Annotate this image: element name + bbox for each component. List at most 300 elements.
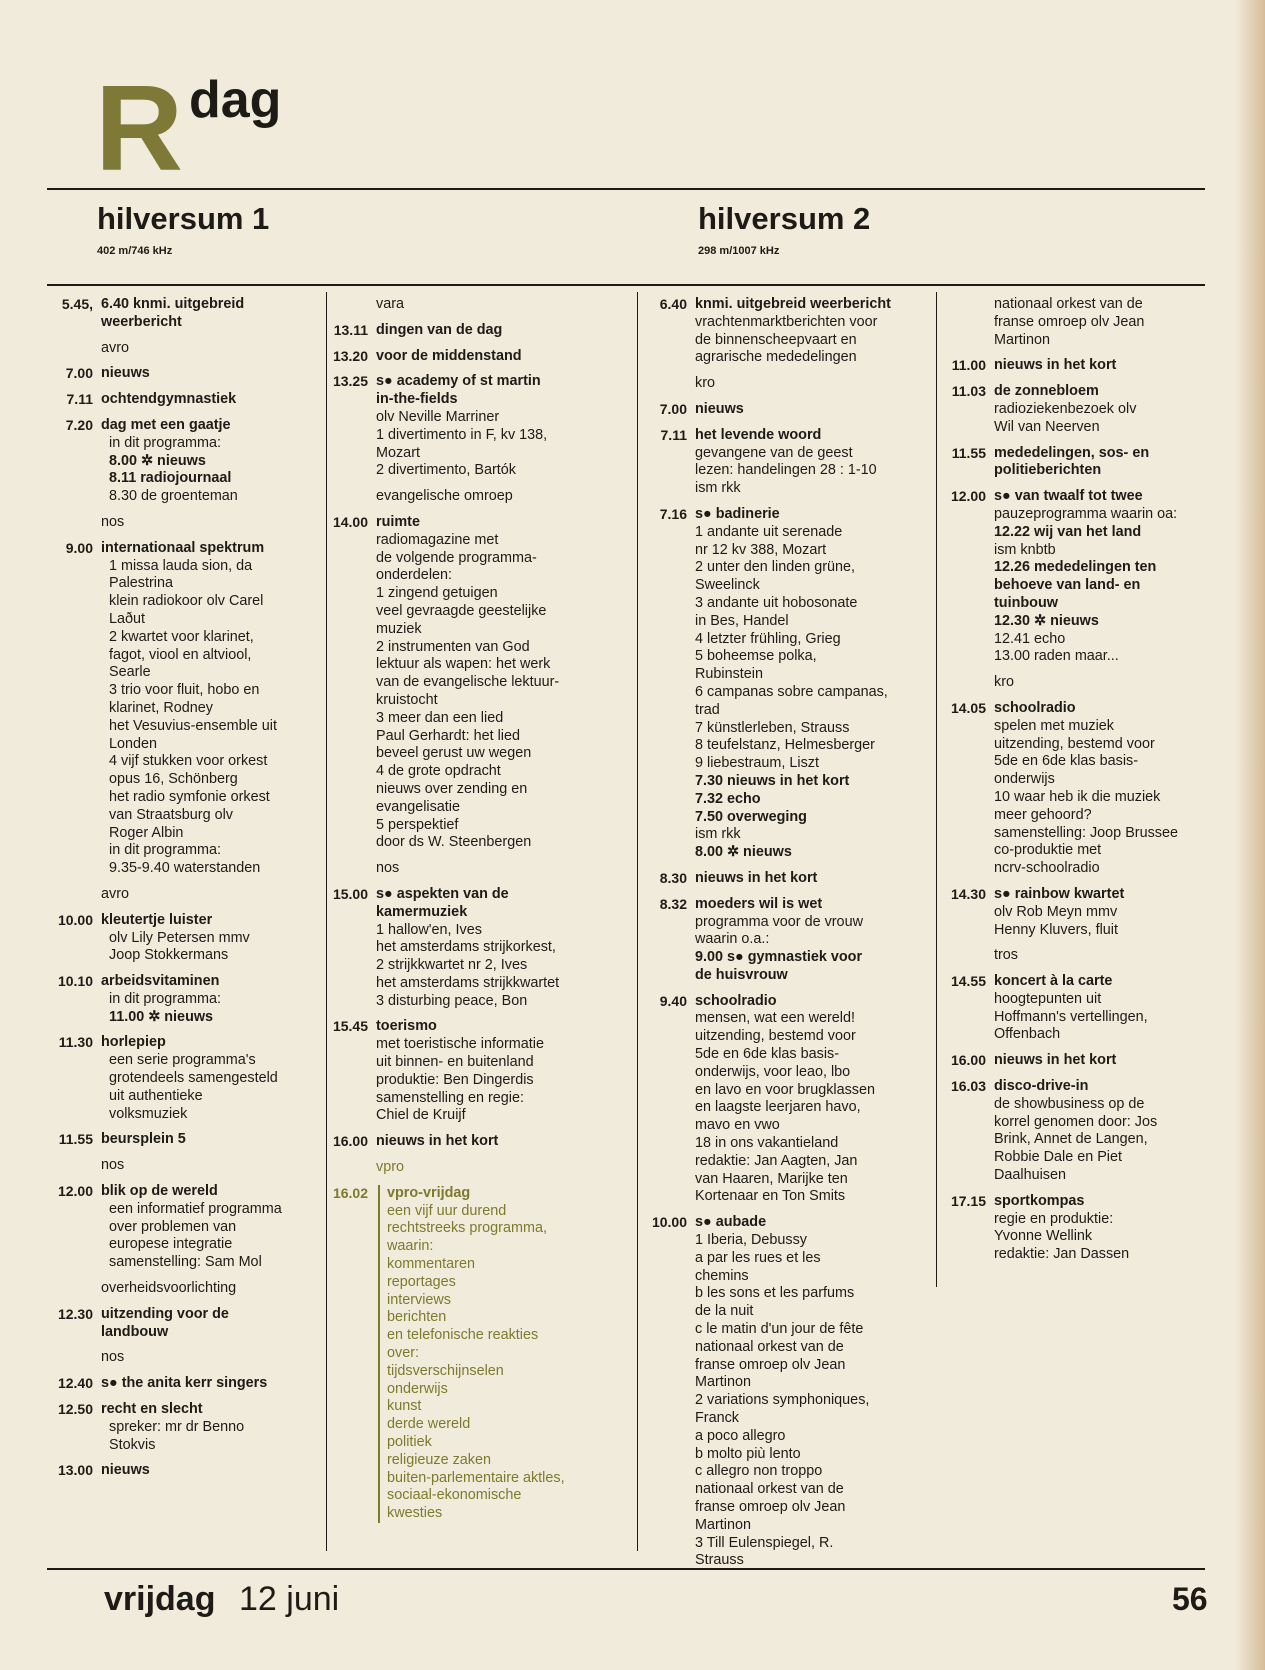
- program-time: 7.11: [660, 426, 687, 443]
- program-time: 16.00: [950, 1052, 986, 1069]
- column-divider: [326, 292, 327, 1551]
- program-line: 2 unter den linden grüne,: [695, 559, 856, 576]
- program-line: 7.30 nieuws in het kort: [695, 772, 850, 789]
- program-time: 10.10: [57, 973, 93, 990]
- program-line: redaktie: Jan Dassen: [994, 1246, 1130, 1263]
- program-line: 9.00 s● gymnastiek voor: [695, 949, 863, 966]
- program-body: [986, 700, 1222, 878]
- program-body: [93, 1306, 321, 1342]
- program-body: [986, 674, 1222, 692]
- program-line: 2 kwartet voor klarinet,: [109, 628, 254, 645]
- program-entry: [45, 1375, 321, 1393]
- program-line: in dit programma:: [109, 842, 221, 859]
- program-body: [687, 506, 931, 862]
- program-line: uit binnen- en buitenland: [376, 1054, 534, 1071]
- program-body: [368, 373, 632, 480]
- program-time: 13.25: [332, 373, 368, 390]
- program-body: [368, 1133, 632, 1151]
- program-line: en laagste leerjaren havo,: [695, 1099, 861, 1116]
- program-time: [330, 860, 368, 878]
- program-title: schoolradio: [695, 992, 777, 1009]
- program-line: kwesties: [387, 1505, 443, 1522]
- program-title: schoolradio: [994, 699, 1076, 716]
- program-line: chemins: [695, 1267, 749, 1284]
- program-line: Laðut: [109, 610, 146, 627]
- program-body: [687, 296, 931, 367]
- program-line: Stokvis: [109, 1436, 156, 1453]
- program-time: 7.20: [65, 416, 93, 433]
- program-line: onderdelen:: [376, 567, 453, 584]
- program-line: het amsterdams strijkkwartet: [376, 974, 560, 991]
- program-line: grotendeels samengesteld: [109, 1070, 278, 1087]
- program-line: 12.41 echo: [994, 630, 1066, 647]
- program-line: trad: [695, 701, 720, 718]
- program-body: [93, 1131, 321, 1149]
- program-line: veel gevraagde geestelijke: [376, 602, 547, 619]
- program-entry: [45, 1157, 321, 1175]
- program-body: [687, 375, 931, 393]
- program-title: sportkompas: [994, 1192, 1085, 1209]
- program-time: 14.05: [950, 699, 986, 716]
- program-entry: [940, 886, 1222, 939]
- program-time: 14.55: [950, 973, 986, 990]
- top-rule: [47, 188, 1205, 190]
- program-body: [93, 973, 321, 1026]
- program-title: s● aspekten van de: [376, 885, 509, 902]
- program-line: 3 Till Eulenspiegel, R.: [695, 1534, 834, 1551]
- program-title: arbeidsvitaminen: [101, 973, 220, 990]
- program-line: 3 andante uit hobosonate: [695, 594, 858, 611]
- program-body: [93, 1401, 321, 1454]
- program-line: in dit programma:: [109, 434, 221, 451]
- program-entry: [940, 1052, 1222, 1070]
- program-line: c allegro non troppo: [695, 1463, 823, 1480]
- program-line: regie en produktie:: [994, 1210, 1114, 1227]
- program-time: [940, 296, 986, 349]
- program-line: Kortenaar en Ton Smits: [695, 1188, 846, 1205]
- program-line: nos: [101, 1157, 125, 1174]
- program-entry: [45, 340, 321, 358]
- program-entry: [330, 296, 632, 314]
- program-entry: [641, 1214, 931, 1570]
- program-title: kleutertje luister: [101, 911, 213, 928]
- program-entry: [330, 886, 632, 1011]
- program-title: vpro-vrijdag: [387, 1184, 471, 1201]
- program-line: 3 meer dan een lied: [376, 709, 504, 726]
- program-line: de volgende programma-: [376, 549, 537, 566]
- program-line: b les sons et les parfums: [695, 1285, 855, 1302]
- program-line: weerbericht: [101, 313, 182, 330]
- program-body: [986, 1078, 1222, 1185]
- program-time: [45, 1349, 93, 1367]
- program-line: onderwijs, voor leao, lbo: [695, 1063, 851, 1080]
- program-title: voor de middenstand: [376, 347, 522, 364]
- program-line: 5de en 6de klas basis-: [994, 753, 1138, 770]
- program-time: 7.00: [65, 365, 93, 382]
- program-body: [368, 1185, 632, 1523]
- program-entry: [940, 947, 1222, 965]
- program-entry: [940, 296, 1222, 349]
- program-line: Brink, Annet de Langen,: [994, 1131, 1148, 1148]
- program-line: agrarische mededelingen: [695, 349, 857, 366]
- program-line: programma voor de vrouw: [695, 913, 863, 930]
- program-line: het amsterdams strijkorkest,: [376, 939, 556, 956]
- program-time: 16.03: [950, 1078, 986, 1095]
- program-entry: [45, 973, 321, 1026]
- program-body: [93, 1280, 321, 1298]
- program-body: [93, 1375, 321, 1393]
- program-title: mededelingen, sos- en: [994, 444, 1150, 461]
- program-line: Yvonne Wellink: [994, 1228, 1093, 1245]
- program-line: opus 16, Schönberg: [109, 771, 238, 788]
- program-line: 2 variations symphoniques,: [695, 1392, 870, 1409]
- program-line: Roger Albin: [109, 824, 184, 841]
- program-entry: [330, 514, 632, 852]
- program-line: tijdsverschijnselen: [387, 1362, 504, 1379]
- program-time: 15.00: [332, 885, 368, 902]
- program-title: nieuws in het kort: [994, 357, 1117, 374]
- program-entry: [45, 296, 321, 332]
- program-body: [986, 357, 1222, 375]
- program-line: nos: [101, 513, 125, 530]
- column-divider: [936, 292, 937, 1287]
- program-line: avro: [101, 885, 129, 902]
- program-line: samenstelling en regie:: [376, 1089, 524, 1106]
- program-body: [368, 348, 632, 366]
- program-line: radioziekenbezoek olv: [994, 400, 1137, 417]
- program-line: a poco allegro: [695, 1427, 786, 1444]
- program-line: korrel genomen door: Jos: [994, 1113, 1158, 1130]
- program-line: Paul Gerhardt: het lied: [376, 727, 520, 744]
- program-time: 12.40: [57, 1375, 93, 1392]
- program-title: blik op de wereld: [101, 1183, 218, 1200]
- program-time: 14.00: [332, 513, 368, 530]
- program-line: 5de en 6de klas basis-: [695, 1046, 839, 1063]
- program-entry: [940, 357, 1222, 375]
- program-entry: [330, 322, 632, 340]
- program-time: [330, 1159, 368, 1177]
- program-time: 14.30: [950, 885, 986, 902]
- program-line: vrachtenmarktberichten voor: [695, 313, 878, 330]
- program-entry: [940, 445, 1222, 481]
- program-line: 7 künstlerleben, Strauss: [695, 719, 850, 736]
- schedule-column-3: [641, 296, 931, 1578]
- program-line: pauzeprogramma waarin oa:: [994, 505, 1178, 522]
- page-edge-shadow: [1235, 0, 1265, 1670]
- program-line: met toeristische informatie: [376, 1036, 544, 1053]
- program-line: 12.30 ✲ nieuws: [994, 612, 1099, 629]
- program-title: 6.40 knmi. uitgebreid: [101, 296, 245, 312]
- program-entry: [330, 1159, 632, 1177]
- program-line: 4 letzter frühling, Grieg: [695, 630, 841, 647]
- program-line: 1 hallow'en, Ives: [376, 921, 482, 938]
- program-time: 15.45: [332, 1018, 368, 1035]
- program-body: [687, 427, 931, 498]
- program-line: 7.32 echo: [695, 790, 761, 807]
- program-body: [93, 417, 321, 506]
- program-entry: [45, 1183, 321, 1272]
- program-line: berichten: [387, 1309, 447, 1326]
- program-line: olv Rob Meyn mmv: [994, 903, 1118, 920]
- program-title: s● van twaalf tot twee: [994, 488, 1143, 505]
- program-body: [368, 514, 632, 852]
- program-time: 13.11: [333, 321, 368, 338]
- program-time: 8.30: [659, 869, 687, 886]
- program-line: Robbie Dale en Piet: [994, 1149, 1122, 1166]
- program-line: in-the-fields: [376, 391, 458, 408]
- program-line: b molto più lento: [695, 1445, 801, 1462]
- program-line: nationaal orkest van de: [695, 1481, 844, 1498]
- program-line: kunst: [387, 1398, 422, 1415]
- program-line: olv Lily Petersen mmv: [109, 929, 250, 946]
- footer-date: 12 juni: [239, 1580, 340, 1618]
- program-title: dag met een gaatje: [101, 416, 231, 433]
- program-time: [45, 1280, 93, 1298]
- program-body: [93, 1157, 321, 1175]
- station-name-hilversum-1: hilversum 1: [97, 201, 270, 236]
- program-title: nieuws in het kort: [376, 1133, 499, 1150]
- program-time: [330, 296, 368, 314]
- program-line: Sweelinck: [695, 577, 760, 594]
- program-line: 11.00 ✲ nieuws: [109, 1008, 214, 1025]
- program-body: [687, 1214, 931, 1570]
- program-line: samenstelling: Sam Mol: [109, 1254, 262, 1271]
- program-line: nos: [376, 860, 400, 877]
- program-time: 11.00: [951, 357, 986, 374]
- program-line: franse omroep olv Jean: [695, 1356, 846, 1373]
- program-body: [368, 322, 632, 340]
- program-line: ncrv-schoolradio: [994, 860, 1100, 877]
- program-entry: [641, 870, 931, 888]
- program-entry: [641, 296, 931, 367]
- program-time: 12.30: [57, 1305, 93, 1322]
- program-line: a par les rues et les: [695, 1249, 821, 1266]
- logo-dag: dag: [189, 71, 282, 129]
- program-line: Palestrina: [109, 575, 173, 592]
- program-line: franse omroep olv Jean: [994, 313, 1145, 330]
- program-line: 3 trio voor fluit, hobo en: [109, 682, 260, 699]
- program-time: [641, 375, 687, 393]
- program-time: 11.55: [58, 1131, 93, 1148]
- program-entry: [940, 488, 1222, 666]
- program-line: behoeve van land- en: [994, 577, 1141, 594]
- program-line: 2 strijkkwartet nr 2, Ives: [376, 957, 528, 974]
- program-line: europese integratie: [109, 1236, 233, 1253]
- header-rule: [47, 284, 1205, 286]
- program-line: in dit programma:: [109, 990, 221, 1007]
- program-body: [986, 383, 1222, 436]
- program-line: mensen, wat een wereld!: [695, 1010, 855, 1027]
- program-entry: [940, 674, 1222, 692]
- program-line: een informatief programma: [109, 1200, 282, 1217]
- program-time: [45, 514, 93, 532]
- program-line: de showbusiness op de: [994, 1095, 1145, 1112]
- program-line: landbouw: [101, 1323, 169, 1340]
- program-time: 6.40: [659, 296, 687, 312]
- program-line: politieberichten: [994, 462, 1102, 479]
- program-body: [986, 886, 1222, 939]
- program-time: [940, 674, 986, 692]
- program-line: lezen: handelingen 28 : 1-10: [695, 462, 877, 479]
- program-body: [368, 886, 632, 1011]
- program-line: evangelisatie: [376, 798, 461, 815]
- program-entry: [45, 1034, 321, 1123]
- program-title: nieuws in het kort: [695, 869, 818, 886]
- program-line: vpro: [376, 1159, 404, 1176]
- program-line: c le matin d'un jour de fête: [695, 1321, 864, 1338]
- program-line: uitzending, bestemd voor: [994, 735, 1155, 752]
- program-line: ism knbtb: [994, 541, 1056, 558]
- program-body: [93, 886, 321, 904]
- program-line: muziek: [376, 620, 422, 637]
- program-line: 4 vijf stukken voor orkest: [109, 753, 268, 770]
- station-freq-hilversum-1: 402 m/746 kHz: [97, 245, 173, 257]
- program-line: redaktie: Jan Aagten, Jan: [695, 1152, 858, 1169]
- logo-r: R: [95, 60, 180, 196]
- program-line: nieuws over zending en: [376, 780, 528, 797]
- program-line: 5 boheemse polka,: [695, 648, 817, 665]
- program-line: en telefonische reakties: [387, 1327, 539, 1344]
- program-line: over:: [387, 1345, 419, 1362]
- program-entry: [641, 427, 931, 498]
- program-line: 4 de grote opdracht: [376, 763, 501, 780]
- program-line: hoogtepunten uit: [994, 990, 1102, 1007]
- program-entry: [45, 1462, 321, 1480]
- program-line: Martinon: [695, 1516, 751, 1533]
- program-body: [986, 1052, 1222, 1070]
- program-line: 8.11 radiojournaal: [109, 470, 232, 487]
- program-entry: [330, 860, 632, 878]
- program-line: 1 divertimento in F, kv 138,: [376, 426, 548, 443]
- program-title: recht en slecht: [101, 1401, 203, 1418]
- program-line: ism rkk: [695, 826, 741, 843]
- program-line: kro: [994, 674, 1014, 691]
- program-entry: [641, 993, 931, 1207]
- program-line: Martinon: [695, 1374, 751, 1391]
- program-time: 7.00: [659, 400, 687, 417]
- program-body: [93, 391, 321, 409]
- program-entry: [330, 348, 632, 366]
- station-freq-hilversum-2: 298 m/1007 kHz: [698, 245, 780, 257]
- program-title: koncert à la carte: [994, 973, 1113, 990]
- program-line: ism rkk: [695, 480, 741, 497]
- program-entry: [641, 896, 931, 985]
- program-line: sociaal-ekonomische: [387, 1487, 522, 1504]
- schedule-column-1: [45, 296, 321, 1488]
- program-line: buiten-parlementaire aktles,: [387, 1469, 565, 1486]
- program-line: 2 instrumenten van God: [376, 638, 530, 655]
- program-body: [368, 860, 632, 878]
- program-time: [45, 1157, 93, 1175]
- program-title: s● badinerie: [695, 505, 780, 522]
- program-line: evangelische omroep: [376, 488, 513, 505]
- program-line: de la nuit: [695, 1303, 754, 1320]
- program-body: [368, 296, 632, 314]
- program-title: s● rainbow kwartet: [994, 885, 1125, 902]
- page-number: 56: [1172, 1581, 1208, 1617]
- program-title: moeders wil is wet: [695, 895, 823, 912]
- program-body: [93, 365, 321, 383]
- column-divider: [637, 292, 638, 1551]
- program-time: 9.40: [659, 992, 687, 1009]
- program-line: een vijf uur durend: [387, 1202, 507, 1219]
- program-line: 13.00 raden maar...: [994, 648, 1119, 665]
- program-line: tros: [994, 947, 1018, 964]
- program-title: knmi. uitgebreid weerbericht: [695, 296, 891, 312]
- program-time: [45, 886, 93, 904]
- program-line: Londen: [109, 735, 158, 752]
- program-line: avro: [101, 339, 129, 356]
- program-line: 1 Iberia, Debussy: [695, 1232, 807, 1249]
- program-body: [93, 1034, 321, 1123]
- program-line: reportages: [387, 1273, 456, 1290]
- program-line: waarin o.a.:: [695, 931, 770, 948]
- program-body: [986, 947, 1222, 965]
- program-entry: [45, 365, 321, 383]
- program-line: politiek: [387, 1434, 432, 1451]
- program-line: produktie: Ben Dingerdis: [376, 1071, 534, 1088]
- program-line: Joop Stokkermans: [109, 947, 229, 964]
- footer-day: vrijdag: [104, 1580, 216, 1618]
- program-line: van Haaren, Marijke ten: [695, 1170, 848, 1187]
- program-line: 6 campanas sobre campanas,: [695, 683, 888, 700]
- program-line: Chiel de Kruijf: [376, 1107, 466, 1124]
- program-line: onderwijs: [994, 771, 1055, 788]
- program-line: rechtstreeks programma,: [387, 1220, 547, 1237]
- program-line: klein radiokoor olv Carel: [109, 593, 264, 610]
- program-body: [986, 1193, 1222, 1264]
- program-entry: [641, 401, 931, 419]
- program-line: Martinon: [994, 331, 1050, 348]
- footer-rule: [47, 1568, 1205, 1570]
- program-title: nieuws: [101, 1462, 150, 1479]
- program-entry: [45, 1280, 321, 1298]
- program-line: 7.50 overweging: [695, 808, 807, 825]
- program-line: Henny Kluvers, fluit: [994, 921, 1118, 938]
- program-title: het levende woord: [695, 426, 822, 443]
- program-line: de huisvrouw: [695, 966, 788, 983]
- program-line: spreker: mr dr Benno: [109, 1418, 245, 1435]
- program-line: co-produktie met: [994, 842, 1102, 859]
- program-entry: [45, 1306, 321, 1342]
- program-line: Offenbach: [994, 1026, 1061, 1043]
- program-title: nieuws: [101, 365, 150, 382]
- program-line: franse omroep olv Jean: [695, 1499, 846, 1515]
- program-time: 16.00: [332, 1133, 368, 1150]
- program-body: [93, 514, 321, 532]
- program-time: 11.03: [951, 383, 986, 400]
- program-entry: [45, 886, 321, 904]
- program-title: de zonnebloem: [994, 383, 1099, 400]
- program-line: onderwijs: [387, 1380, 448, 1397]
- program-time: [940, 947, 986, 965]
- program-line: overheidsvoorlichting: [101, 1280, 237, 1297]
- program-line: Hoffmann's vertellingen,: [994, 1008, 1148, 1025]
- program-entry: [330, 1133, 632, 1151]
- program-body: [93, 1183, 321, 1272]
- program-title: uitzending voor de: [101, 1305, 229, 1322]
- program-time: 9.00: [65, 539, 93, 556]
- program-line: vara: [376, 296, 404, 312]
- program-line: 8.00 ✲ nieuws: [109, 452, 206, 469]
- program-line: het radio symfonie orkest: [109, 788, 270, 805]
- program-time: 16.02: [332, 1184, 368, 1201]
- program-body: [986, 973, 1222, 1044]
- program-entry: [940, 973, 1222, 1044]
- program-line: nos: [101, 1349, 125, 1366]
- program-line: uitzending, bestemd voor: [695, 1028, 856, 1045]
- program-line: olv Neville Marriner: [376, 408, 500, 425]
